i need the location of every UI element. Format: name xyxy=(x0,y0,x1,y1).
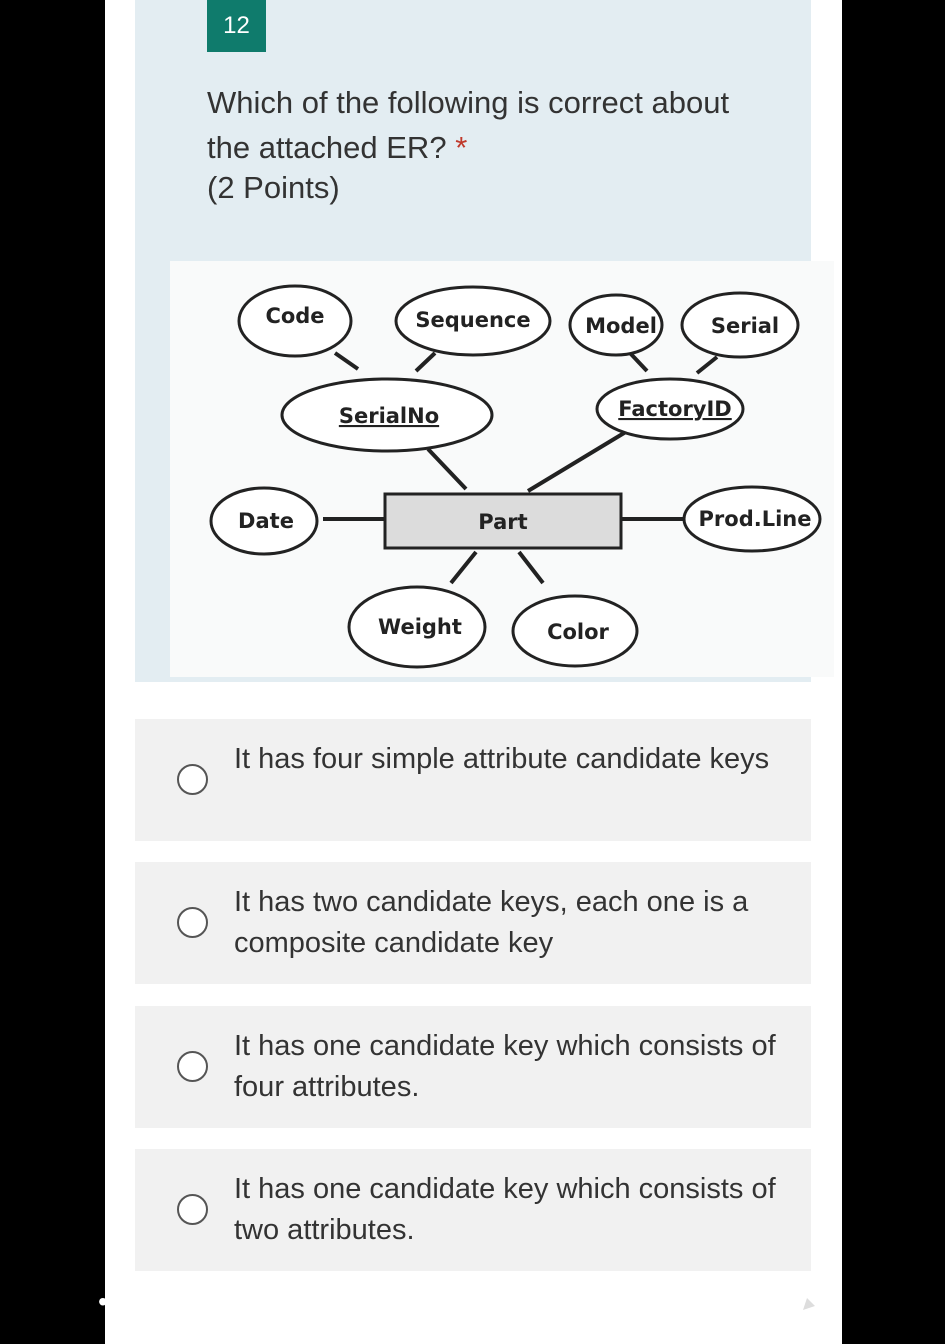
line-factoryid-part xyxy=(528,427,634,491)
question-text xyxy=(207,80,747,170)
radio-button[interactable] xyxy=(177,1051,208,1082)
question-panel xyxy=(135,0,811,682)
er-diagram-svg xyxy=(170,261,834,677)
radio-button[interactable] xyxy=(177,907,208,938)
more-dots-icon[interactable]: ••• xyxy=(98,1286,134,1317)
attr-factoryid: FactoryID xyxy=(618,397,732,421)
attr-serialno: SerialNo xyxy=(338,404,440,428)
radio-button[interactable] xyxy=(177,1194,208,1225)
line-model-factoryid xyxy=(630,353,647,371)
option-3[interactable] xyxy=(135,1006,811,1128)
line-sequence-serialno xyxy=(416,353,435,371)
question-label: Which of the following is correct about the attached ER? xyxy=(207,85,730,165)
line-serial-factoryid xyxy=(697,357,717,373)
attr-sequence: Sequence xyxy=(415,308,531,332)
line-serialno-part xyxy=(428,449,466,489)
option-label: It has two candidate keys, each one is a composite candidate key xyxy=(234,886,749,959)
line-part-weight xyxy=(451,552,476,583)
attr-serial: Serial xyxy=(710,314,780,338)
attr-weight: Weight xyxy=(378,615,462,639)
er-attribute-shapes xyxy=(211,286,820,667)
option-label: It has one candidate key which consists of two attributes. xyxy=(234,1173,776,1246)
pencil-icon[interactable] xyxy=(795,1268,845,1318)
radio-button[interactable] xyxy=(177,764,208,795)
option-label: It has one candidate key which consists of four attributes. xyxy=(234,1030,776,1103)
question-number-badge: 12 xyxy=(207,0,266,52)
attr-date: Date xyxy=(238,509,294,533)
attr-code: Code xyxy=(265,304,325,328)
er-diagram-image xyxy=(170,261,834,677)
attr-prodline: Prod.Line xyxy=(698,507,812,531)
attr-model: Model xyxy=(585,314,657,338)
entity-part-label: Part xyxy=(478,510,528,534)
question-points: (2 Points) xyxy=(207,170,340,205)
option-label: It has four simple attribute candidate keys xyxy=(234,743,770,775)
attr-color: Color xyxy=(547,620,609,644)
option-4[interactable] xyxy=(135,1149,811,1271)
option-2[interactable] xyxy=(135,862,811,984)
line-part-color xyxy=(519,552,543,583)
form-page xyxy=(105,0,842,1344)
line-code-serialno xyxy=(335,353,358,369)
option-1[interactable] xyxy=(135,719,811,841)
required-marker: * xyxy=(455,130,468,165)
